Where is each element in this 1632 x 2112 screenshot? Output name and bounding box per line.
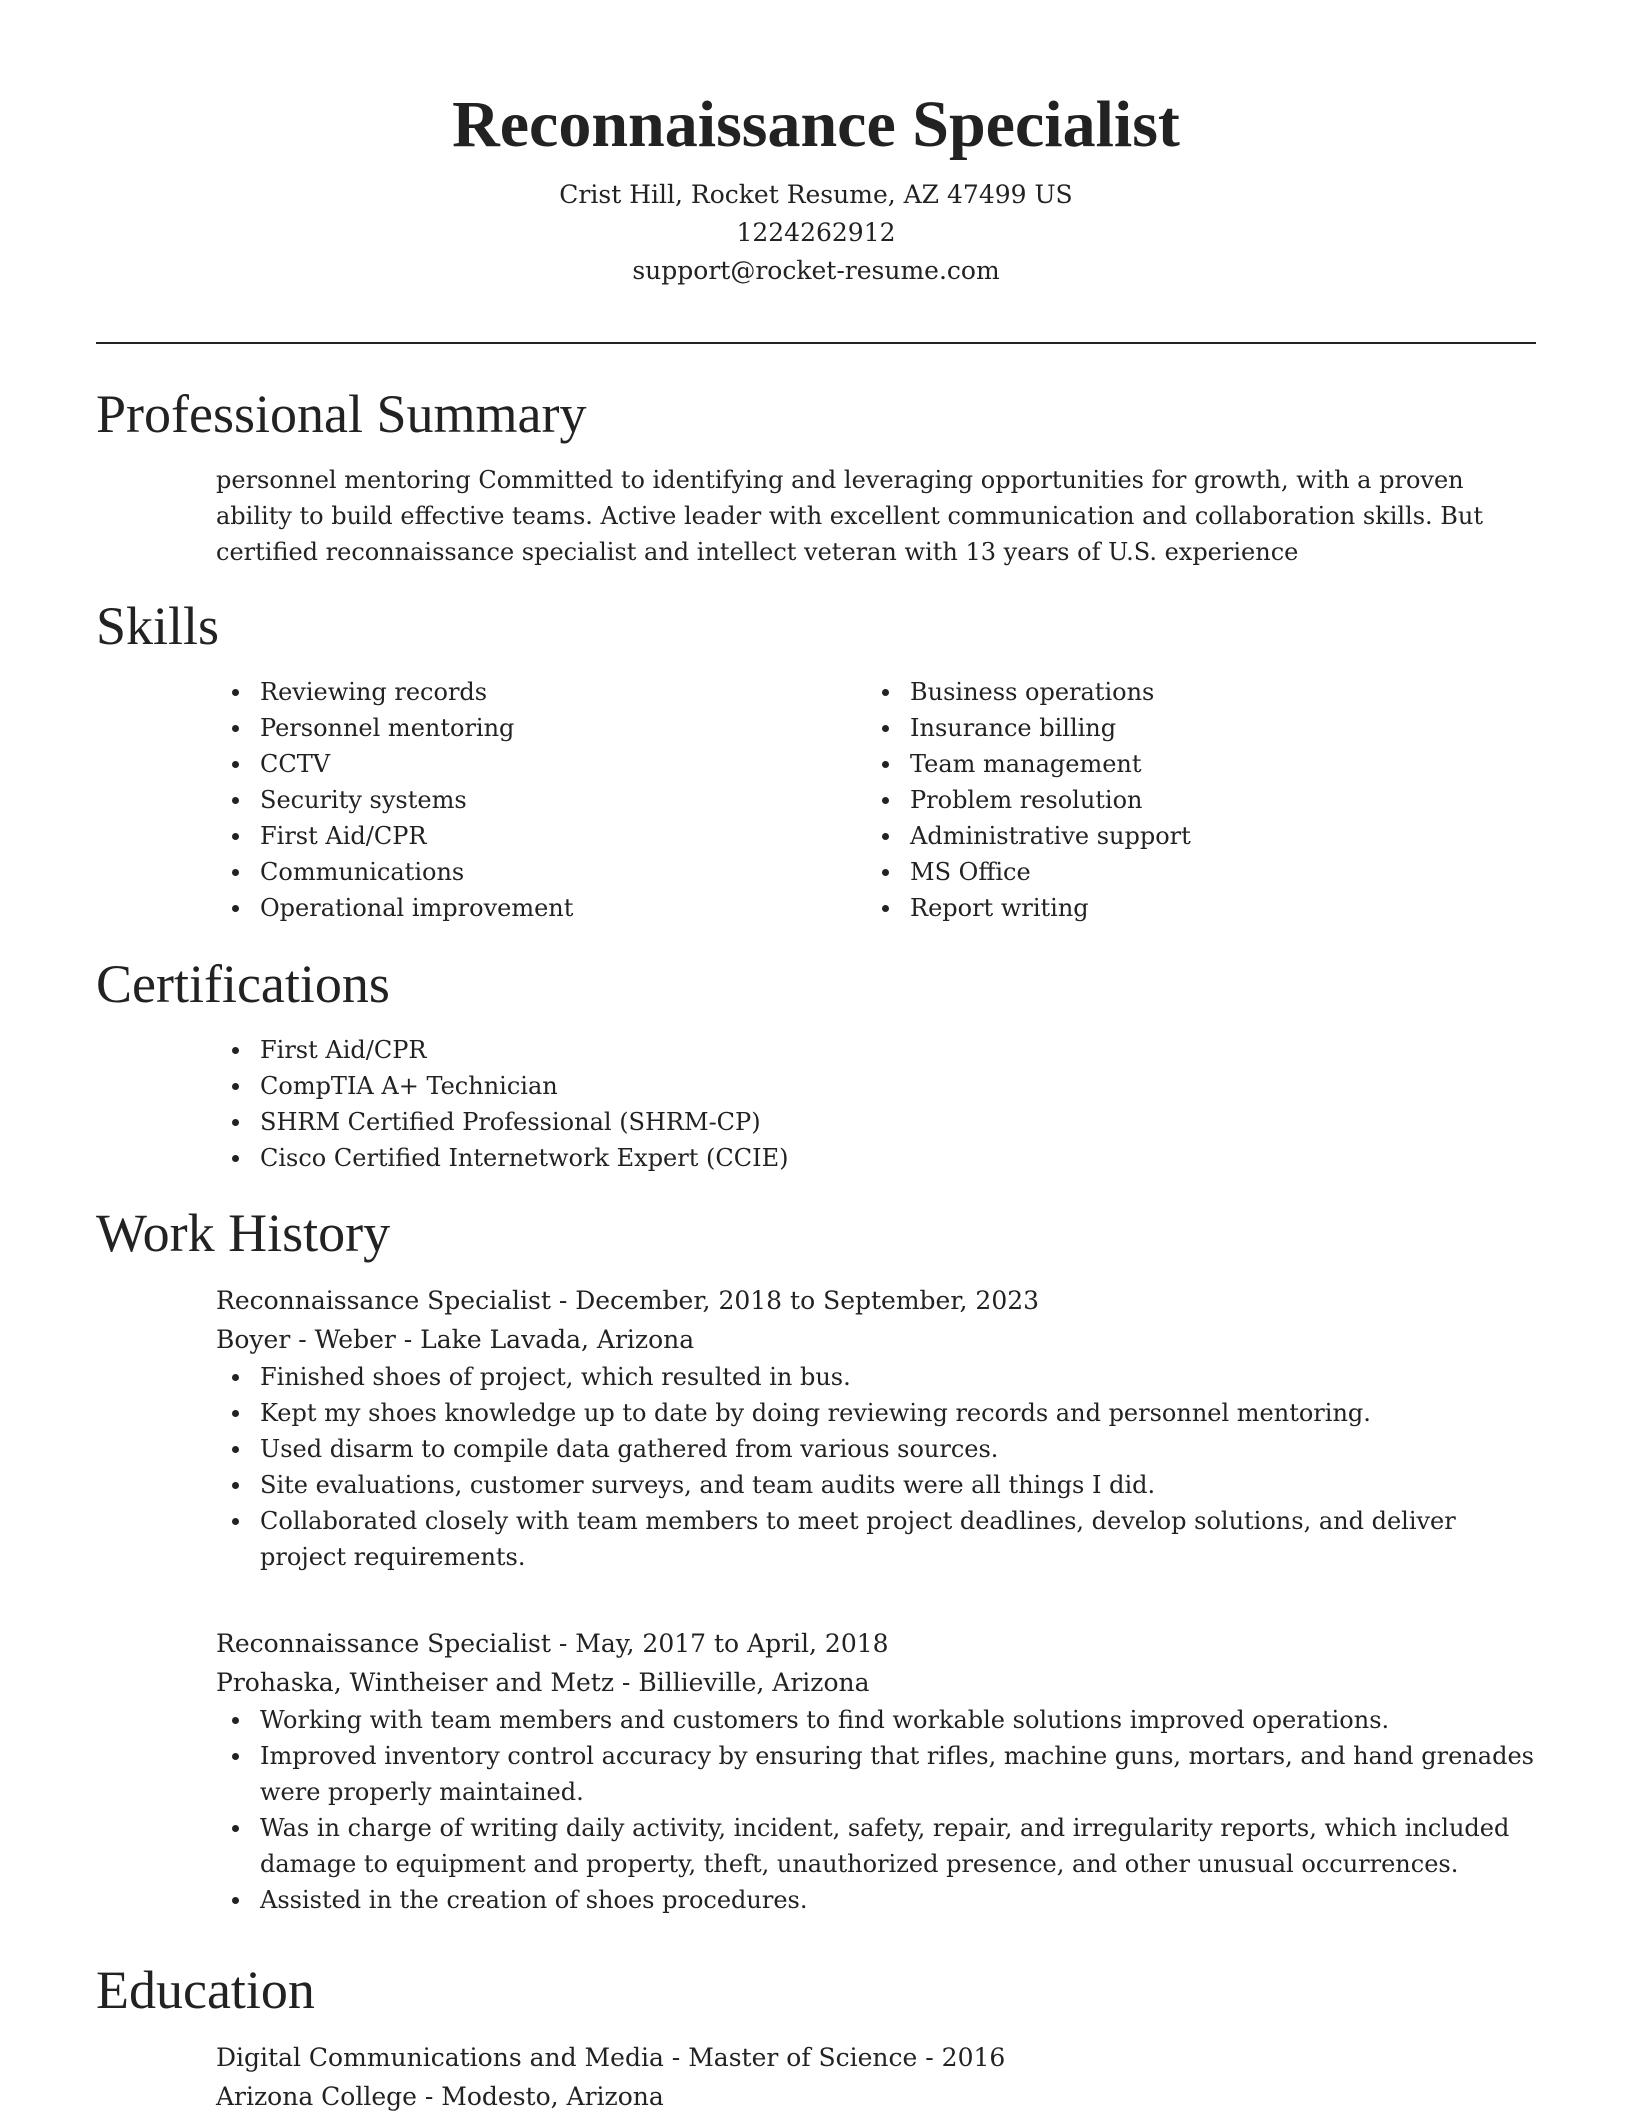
work-history-heading: Work History bbox=[96, 1203, 391, 1263]
job-bullet: Kept my shoes knowledge up to date by doing reviewing records and personnel mentoring. bbox=[216, 1395, 1538, 1431]
candidate-title: Reconnaissance Specialist bbox=[452, 88, 1180, 161]
resume-header bbox=[0, 80, 1632, 290]
education-heading: Education bbox=[96, 1960, 315, 2020]
job-company-line: Boyer - Weber - Lake Lavada, Arizona bbox=[216, 1325, 695, 1354]
address-line: Crist Hill, Rocket Resume, AZ 47499 US bbox=[559, 180, 1073, 209]
job-bullet: Used disarm to compile data gathered from various sources. bbox=[216, 1431, 1538, 1467]
skill-item: Report writing bbox=[866, 890, 1506, 926]
phone-line: 1224262912 bbox=[736, 218, 896, 247]
job-title-line: Reconnaissance Specialist - May, 2017 to April, 2018 bbox=[216, 1629, 889, 1658]
job-entry bbox=[216, 1281, 1538, 1575]
skill-item: MS Office bbox=[866, 854, 1506, 890]
education-degree-line: Digital Communications and Media - Master of Science - 2016 bbox=[216, 2043, 1006, 2072]
skill-item: Operational improvement bbox=[216, 890, 816, 926]
job-bullets bbox=[216, 1702, 1538, 1918]
certification-item: First Aid/CPR bbox=[216, 1032, 1416, 1068]
job-entry bbox=[216, 1624, 1538, 1918]
skill-item: Business operations bbox=[866, 674, 1506, 710]
skill-item: First Aid/CPR bbox=[216, 818, 816, 854]
skills-heading: Skills bbox=[96, 596, 220, 656]
certification-item: CompTIA A+ Technician bbox=[216, 1068, 1416, 1104]
skill-item: Administrative support bbox=[866, 818, 1506, 854]
skills-list-left bbox=[216, 674, 816, 926]
skills-list-right bbox=[866, 674, 1506, 926]
job-bullet: Improved inventory control accuracy by ensuring that rifles, machine guns, mortars, and hand grenades were properly maintained. bbox=[216, 1738, 1538, 1810]
skill-item: CCTV bbox=[216, 746, 816, 782]
job-bullet: Working with team members and customers to find workable solutions improved operations. bbox=[216, 1702, 1538, 1738]
email-line: support@rocket-resume.com bbox=[632, 256, 1000, 285]
certifications-list bbox=[216, 1032, 1416, 1176]
skill-item: Problem resolution bbox=[866, 782, 1506, 818]
certification-item: Cisco Certified Internetwork Expert (CCIE) bbox=[216, 1140, 1416, 1176]
certification-item: SHRM Certified Professional (SHRM-CP) bbox=[216, 1104, 1416, 1140]
skill-item: Security systems bbox=[216, 782, 816, 818]
job-bullet: Site evaluations, customer surveys, and team audits were all things I did. bbox=[216, 1467, 1538, 1503]
job-bullet: Collaborated closely with team members to meet project deadlines, develop solutions, and deliver project requirements. bbox=[216, 1503, 1538, 1575]
skill-item: Communications bbox=[216, 854, 816, 890]
header-divider bbox=[96, 342, 1536, 344]
skill-item: Personnel mentoring bbox=[216, 710, 816, 746]
skill-item: Team management bbox=[866, 746, 1506, 782]
skill-item: Reviewing records bbox=[216, 674, 816, 710]
summary-heading: Professional Summary bbox=[96, 384, 587, 444]
job-bullet: Assisted in the creation of shoes procedures. bbox=[216, 1882, 1538, 1918]
education-school-line: Arizona College - Modesto, Arizona bbox=[216, 2082, 664, 2111]
education-entry bbox=[216, 2038, 1538, 2112]
summary-text: personnel mentoring Committed to identifying and leveraging opportunities for growth, with a proven ability to build effective teams. Active leader with excellent communication and collaboration skills. But certified reconnaissance specialist and intellect veteran with 13 years of U.S. experience bbox=[216, 466, 1484, 566]
job-bullet: Was in charge of writing daily activity, incident, safety, repair, and irregularity reports, which included damage to equipment and property, theft, unauthorized presence, and other unusual occurrences. bbox=[216, 1810, 1538, 1882]
skill-item: Insurance billing bbox=[866, 710, 1506, 746]
job-bullet: Finished shoes of project, which resulted in bus. bbox=[216, 1359, 1538, 1395]
job-bullets bbox=[216, 1359, 1538, 1575]
job-title-line: Reconnaissance Specialist - December, 2018 to September, 2023 bbox=[216, 1286, 1040, 1315]
job-company-line: Prohaska, Wintheiser and Metz - Billieville, Arizona bbox=[216, 1668, 870, 1697]
certifications-heading: Certifications bbox=[96, 954, 390, 1014]
